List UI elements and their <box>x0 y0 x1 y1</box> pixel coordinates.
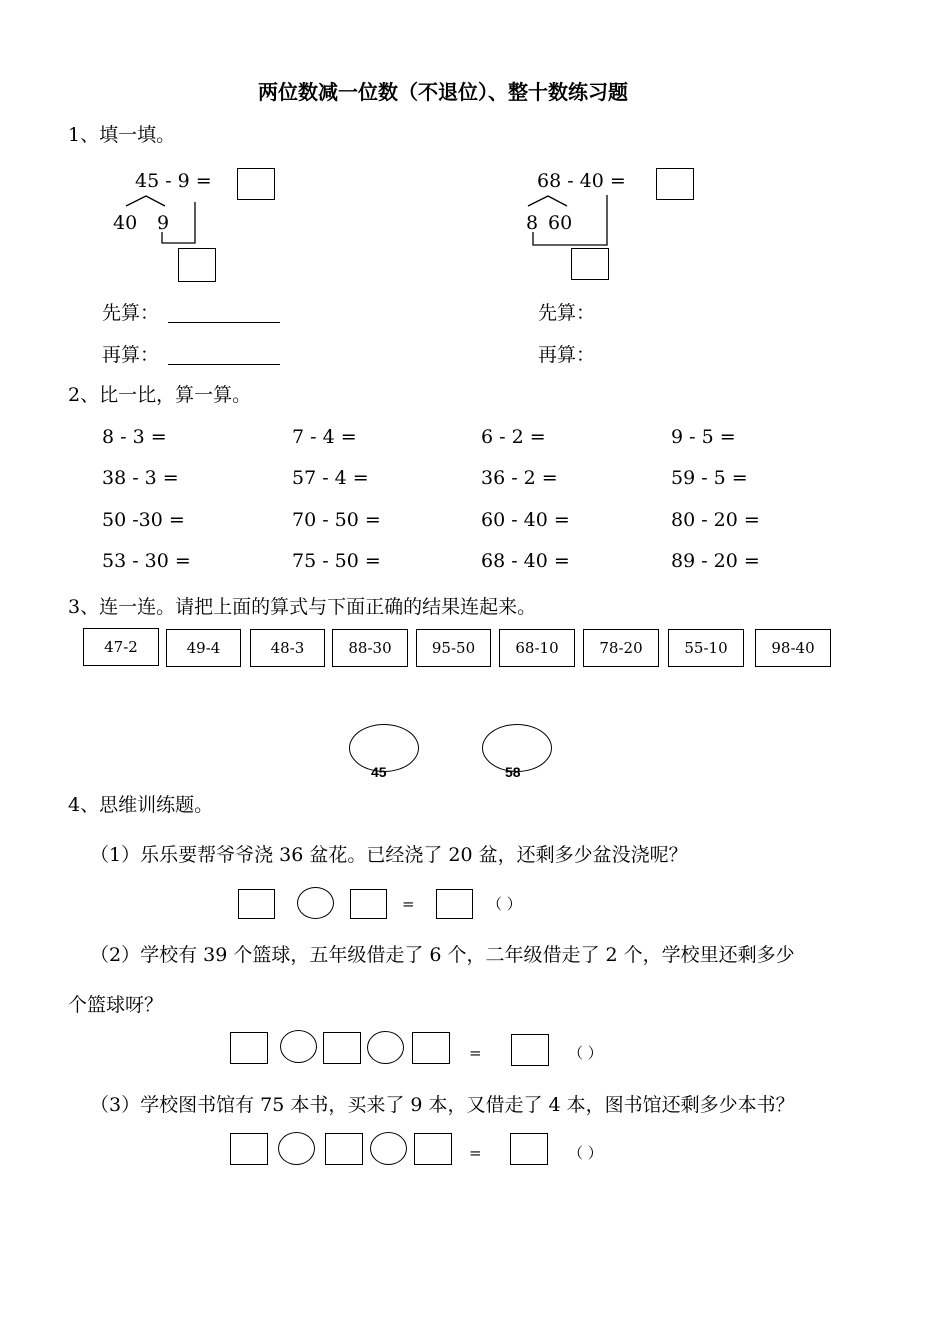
q4-p3-unit-paren: （ ） <box>568 1144 603 1162</box>
q4-p3-equals: = <box>469 1144 482 1162</box>
q4-p3-operator-circle[interactable] <box>370 1132 407 1165</box>
q3-expression-card[interactable]: 49-4 <box>166 629 241 667</box>
q3-expression-card[interactable]: 95-50 <box>416 629 491 667</box>
q4-p3-operator-circle[interactable] <box>278 1132 315 1165</box>
q4-problem-2-line2: 个篮球呀？ <box>68 994 164 1016</box>
q4-p2-number-box[interactable] <box>230 1032 268 1064</box>
q2-problem: 59 - 5 = <box>671 467 748 489</box>
q2-problem: 89 - 20 = <box>671 550 760 572</box>
q4-p1-operator-circle[interactable] <box>297 887 334 919</box>
q3-expression-card[interactable]: 48-3 <box>250 629 325 667</box>
q4-p2-unit-paren: （ ） <box>568 1044 603 1062</box>
q1-left-split-b: 9 <box>157 212 170 234</box>
q2-problem: 57 - 4 = <box>292 467 369 489</box>
q2-problem: 36 - 2 = <box>481 467 558 489</box>
q1-left-step1-blank[interactable] <box>168 322 280 323</box>
q1-right-step2-label: 再算： <box>538 344 596 366</box>
q1-left-step2-label: 再算： <box>102 344 160 366</box>
q4-p3-result-box[interactable] <box>510 1133 548 1165</box>
q3-heading: 3、连一连。请把上面的算式与下面正确的结果连起来。 <box>68 596 537 618</box>
q4-p1-equals: = <box>402 895 415 913</box>
q4-heading: 4、思维训练题。 <box>68 794 214 816</box>
q2-problem: 60 - 40 = <box>481 509 570 531</box>
q2-problem: 38 - 3 = <box>102 467 179 489</box>
q2-problem: 50 -30 = <box>102 509 185 531</box>
q1-left-split-a: 40 <box>113 212 138 234</box>
q2-problem: 53 - 30 = <box>102 550 191 572</box>
q1-left-equation: 45 - 9 = <box>135 170 212 192</box>
q4-p2-equals: = <box>469 1044 482 1062</box>
q4-p1-number-box[interactable] <box>238 889 275 919</box>
q2-problem: 70 - 50 = <box>292 509 381 531</box>
q2-heading: 2、比一比，算一算。 <box>68 384 252 406</box>
q1-right-step1-label: 先算： <box>538 302 596 324</box>
q4-p3-number-box[interactable] <box>414 1133 452 1165</box>
q4-p2-number-box[interactable] <box>412 1032 450 1064</box>
page-title: 两位数减一位数（不退位）、整十数练习题 <box>258 80 628 104</box>
q4-p2-number-box[interactable] <box>323 1032 361 1064</box>
q4-p2-operator-circle[interactable] <box>367 1031 404 1064</box>
q4-p1-unit-paren: （ ） <box>487 895 522 913</box>
q1-right-split-a: 8 <box>526 212 539 234</box>
q4-problem-1: （1）乐乐要帮爷爷浇 36 盆花。已经浇了 20 盆，还剩多少盆没浇呢？ <box>90 844 688 866</box>
q2-problem: 68 - 40 = <box>481 550 570 572</box>
q3-expression-card[interactable]: 78-20 <box>583 629 659 667</box>
q1-heading: 1、填一填。 <box>68 124 176 146</box>
q4-p1-result-box[interactable] <box>436 889 473 919</box>
q3-result-label: 58 <box>505 764 521 780</box>
q3-expression-card[interactable]: 98-40 <box>755 629 831 667</box>
q1-left-step1-label: 先算： <box>102 302 160 324</box>
q3-expression-card[interactable]: 55-10 <box>668 629 744 667</box>
q3-expression-card[interactable]: 88-30 <box>332 629 408 667</box>
q2-problem: 7 - 4 = <box>292 426 357 448</box>
q4-p1-number-box[interactable] <box>350 889 387 919</box>
q3-expression-card[interactable]: 68-10 <box>499 629 575 667</box>
q3-result-label: 45 <box>371 764 387 780</box>
q4-p3-number-box[interactable] <box>230 1133 268 1165</box>
q3-expression-card[interactable]: 47-2 <box>83 628 159 666</box>
q4-p2-operator-circle[interactable] <box>280 1030 317 1063</box>
q2-problem: 8 - 3 = <box>102 426 167 448</box>
q2-problem: 6 - 2 = <box>481 426 546 448</box>
q2-problem: 75 - 50 = <box>292 550 381 572</box>
q2-problem: 9 - 5 = <box>671 426 736 448</box>
q1-right-split-b: 60 <box>548 212 573 234</box>
q1-left-step2-blank[interactable] <box>168 364 280 365</box>
q1-right-equation: 68 - 40 = <box>537 170 626 192</box>
q4-p3-number-box[interactable] <box>325 1133 363 1165</box>
q4-problem-3: （3）学校图书馆有 75 本书，买来了 9 本，又借走了 4 本，图书馆还剩多少本书？ <box>90 1094 795 1116</box>
q4-p2-result-box[interactable] <box>511 1034 549 1066</box>
q4-problem-2-line1: （2）学校有 39 个篮球，五年级借走了 6 个，二年级借走了 2 个，学校里还剩多少 <box>90 944 795 966</box>
q2-problem: 80 - 20 = <box>671 509 760 531</box>
